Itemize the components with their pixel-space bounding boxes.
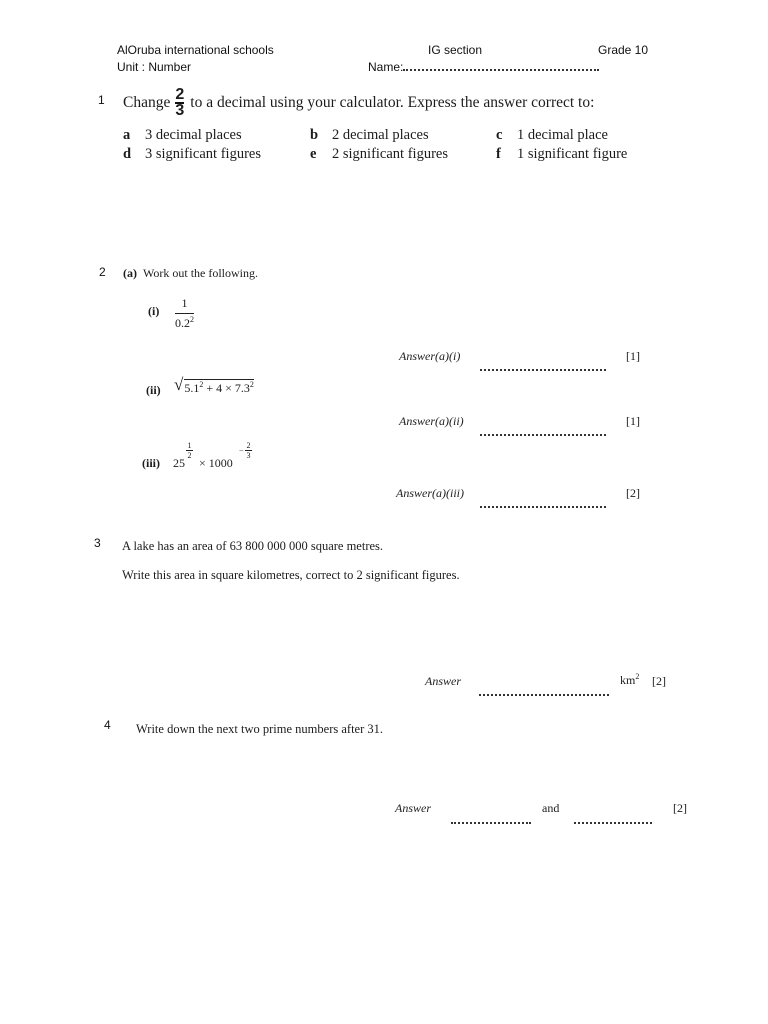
q2iii-base: 25 <box>173 456 185 470</box>
q2iii-marks: [2] <box>626 486 640 500</box>
q4-number: 4 <box>104 718 111 732</box>
q2i-answer-line[interactable] <box>480 358 606 376</box>
q1-option-a: a 3 decimal places <box>123 127 242 143</box>
q2-instruction <box>123 266 258 281</box>
q3-answer-line[interactable] <box>479 683 609 701</box>
q1-option-e: e 2 significant figures <box>310 146 448 162</box>
q1-option-d: d 3 significant figures <box>123 146 261 162</box>
q3-number: 3 <box>94 536 101 550</box>
q2-part-label: (a) <box>123 266 137 280</box>
unit-label: Unit : Number <box>117 60 192 74</box>
name-field[interactable] <box>368 60 599 74</box>
q2i-marks: [1] <box>626 349 640 363</box>
q2iii-times: × 1000 <box>199 456 233 470</box>
q2i-answer-label: Answer(a)(i) <box>399 349 461 363</box>
q1-option-f: f 1 significant figure <box>496 146 628 162</box>
q3-answer-label: Answer <box>425 674 461 688</box>
q2iii-exp1: 1 2 <box>187 441 192 460</box>
q4-text: Write down the next two prime numbers after 31. <box>136 722 383 736</box>
name-dotted-line <box>403 69 599 71</box>
q3-line2: Write this area in square kilometres, correct to 2 significant figures. <box>122 568 460 582</box>
q2i-denominator: $0.2^2$ <box>175 315 194 330</box>
q3-marks: [2] <box>652 674 666 688</box>
q2iii-answer-line[interactable] <box>480 495 606 513</box>
q2i-numerator: 1 <box>181 296 188 310</box>
q1-text-before: Change <box>123 94 171 111</box>
q2i-label: (i) <box>148 304 160 318</box>
q1-option-c: c 1 decimal place <box>496 127 608 143</box>
q3-unit: $km^2$ <box>620 672 640 687</box>
q3-line1: A lake has an area of 63 800 000 000 square metres. <box>122 539 384 553</box>
school-name: AlOruba international schools <box>117 43 274 57</box>
q2iii-exp2: 2 3 <box>246 441 251 460</box>
q4-and: and <box>542 801 560 815</box>
q2ii-label: (ii) <box>146 383 161 397</box>
q2ii-marks: [1] <box>626 414 640 428</box>
q4-marks: [2] <box>673 801 687 815</box>
q4-answer-line-2[interactable] <box>574 811 652 829</box>
name-label: Name: <box>368 60 404 74</box>
q4-answer-line-1[interactable] <box>451 811 531 829</box>
q1-number: 1 <box>98 93 105 107</box>
q2ii-answer-line[interactable] <box>480 423 606 441</box>
q2ii-answer-label: Answer(a)(ii) <box>399 414 464 428</box>
q2iii-label: (iii) <box>142 456 160 470</box>
q2ii-expression: √ $5.1^2 + 4 \times 7.3^2$ <box>174 375 254 395</box>
q4-answer-label: Answer <box>395 801 431 815</box>
q1-text-after: to a decimal using your calculator. Express the answer correct to: <box>190 94 595 111</box>
q2-instruction-text: Work out the following. <box>143 266 259 280</box>
section-label: IG section <box>428 43 483 57</box>
q1-option-b: b 2 decimal places <box>310 127 429 143</box>
q1-fraction-den: 3 <box>175 102 185 119</box>
q2i-expression <box>175 296 194 331</box>
q2iii-exp2-sign: − <box>239 446 244 455</box>
q1-fraction-num: 2 <box>175 86 185 103</box>
q1-fraction <box>175 88 184 118</box>
q2-number: 2 <box>99 265 106 279</box>
q1-prompt <box>123 88 594 118</box>
grade-label: Grade 10 <box>598 43 649 57</box>
sqrt-symbol: √ <box>174 375 184 394</box>
q2iii-answer-label: Answer(a)(iii) <box>396 486 464 500</box>
